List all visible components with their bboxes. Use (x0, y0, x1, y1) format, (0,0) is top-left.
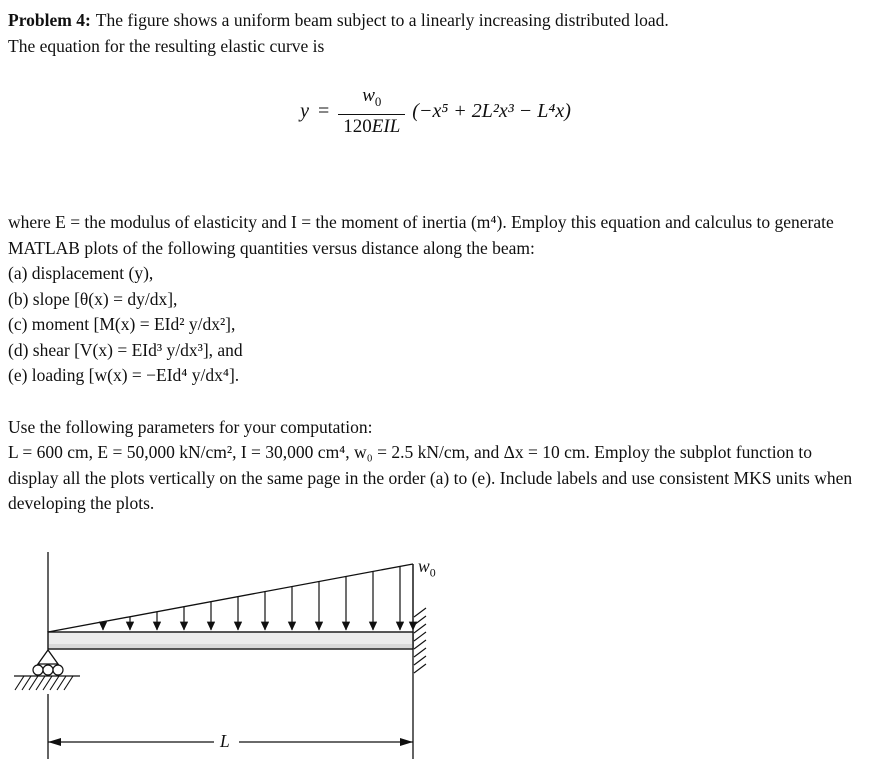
load-profile-line (48, 564, 413, 632)
dimension-arrow-right (400, 738, 413, 746)
parameters-text: L = 600 cm, E = 50,000 kN/cm², I = 30,000 cm⁴, w₀ = 2.5 kN/cm, and Δx = 10 cm. Employ the subplot function to display all the plots vertically on the same page in the order (a) to (e). Include labels and use consistent MKS units when developing the plots. (8, 442, 853, 514)
pin-support-triangle (38, 650, 58, 664)
equation-fraction (338, 85, 405, 138)
dimension-arrow-left (48, 738, 61, 746)
wall-hatching (414, 608, 426, 673)
list-item-a: (a) displacement (y), (8, 263, 154, 284)
equation-polynomial: (−x⁵ + 2L²x³ − L⁴x) (412, 99, 571, 122)
list-item-b: (b) slope [θ(x) = dy/dx], (8, 288, 178, 309)
equation-equals-sign: = (318, 99, 330, 122)
ground-hatching (15, 676, 73, 690)
fraction-bar (338, 114, 405, 115)
quantities-list (8, 261, 863, 389)
list-item-d: (d) shear [V(x) = EId³ y/dx³], and (8, 339, 243, 360)
list-item-e: (e) loading [w(x) = −EId⁴ y/dx⁴]. (8, 365, 240, 386)
roller-circles (33, 665, 63, 675)
fraction-numerator: $w_0$ (362, 85, 382, 109)
beam-length-label: L (220, 730, 230, 751)
problem-intro-text: The figure shows a uniform beam subject to a linearly increasing distributed load. (95, 10, 669, 30)
list-item-c: (c) moment [M(x) = EId² y/dx²], (8, 314, 236, 335)
equation-lhs: y (300, 99, 309, 122)
beam-figure (8, 549, 488, 764)
fraction-denominator: 120EIL (343, 116, 401, 138)
beam-figure-drawing (8, 549, 488, 764)
where-paragraph: where E = the modulus of elasticity and I = the moment of inertia (m⁴). Employ this equation and calculus to generate MATLAB plots of the following quantities versus distance along the beam: (8, 212, 834, 258)
beam-shading (49, 644, 412, 648)
elastic-curve-equation (8, 85, 863, 138)
problem-statement (8, 8, 863, 59)
parameters-intro: Use the following parameters for your computation: (8, 416, 373, 437)
load-intensity-label: $w_0$ (418, 555, 436, 580)
equation-intro-text: The equation for the resulting elastic curve is (8, 35, 325, 56)
problem-label: Problem 4: (8, 10, 91, 30)
distributed-load-arrows (103, 564, 413, 630)
